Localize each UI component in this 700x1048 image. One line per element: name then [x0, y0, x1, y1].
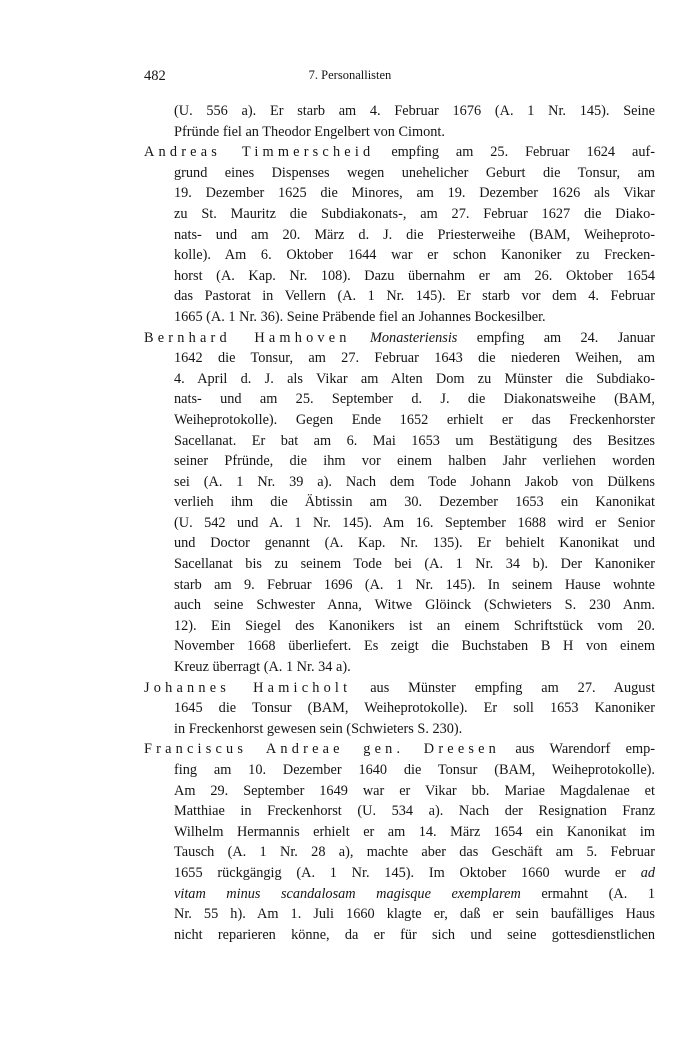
- text-line: zu St. Mauritz die Subdiakonats-, am 27. Februar 1627 die Diako-: [174, 205, 655, 222]
- text-line: grund eines Dispenses wegen unehelicher Geburt die Tonsur, am: [174, 164, 655, 181]
- person-name: Johannes Hamicholt: [144, 679, 352, 696]
- entry-continuation: [144, 101, 655, 142]
- text-line: Sacellanat bis zu seinem Tode bei (A. 1 Nr. 34 b). Der Kanoniker: [174, 556, 655, 573]
- text-line: Weiheprotokolle). Gegen Ende 1652 erhielt er das Freckenhorster: [174, 411, 655, 428]
- text-line: Matthiae in Freckenhorst (U. 534 a). Nach der Resignation Franz: [174, 803, 655, 820]
- text-line: fing am 10. Dezember 1640 die Tonsur (BAM, Weiheprotokolle).: [174, 762, 655, 778]
- text-line: Nr. 55 h). Am 1. Juli 1660 klagte er, daß er sein baufälliges Haus: [174, 906, 655, 923]
- italic-term: ad: [640, 864, 655, 881]
- entry-timmerscheid: [144, 142, 655, 327]
- text-run: ermahnt (A. 1: [541, 885, 655, 902]
- entry-hamhoven: [144, 328, 655, 678]
- text-run: aus Münster empfing am 27. August: [370, 679, 655, 696]
- text-line: auch seine Schwester Anna, Witwe Glöinck (Schwieters S. 230 Anm.: [174, 597, 655, 614]
- text-line: 1642 die Tonsur, am 27. Februar 1643 die niederen Weihen, am: [174, 350, 655, 367]
- italic-term: Monasteriensis: [370, 329, 458, 346]
- text-run: empfing am 25. Februar 1624 auf-: [391, 144, 656, 161]
- text-line: nats- und am 25. September d. J. die Diakonatsweihe (BAM,: [174, 391, 655, 408]
- person-name: Andreas Timmerscheid: [144, 144, 375, 161]
- text-run: aus Warendorf emp-: [515, 741, 656, 758]
- entry-first-line: [144, 328, 655, 349]
- running-head: 7. Personallisten: [308, 68, 392, 82]
- text-line: in Freckenhorst gewesen sein (Schwieters S. 230).: [174, 720, 463, 737]
- text-line: und Doctor genannt (A. Kap. Nr. 135). Er behielt Kanonikat und: [174, 535, 655, 552]
- text-line: Sacellanat. Er bat am 6. Mai 1653 um Bestätigung des Besitzes: [174, 432, 655, 449]
- text-line: 12). Ein Siegel des Kanonikers ist an einem Schriftstück vom 20.: [174, 617, 655, 634]
- text-line: kolle). Am 6. Oktober 1644 war er schon Kanoniker zu Frecken-: [174, 247, 655, 264]
- entry-first-line: [144, 678, 655, 699]
- italic-phrase: vitam minus scandalosam magisque exemplarem: [174, 885, 521, 902]
- entry-first-line: [144, 739, 655, 760]
- entry-hamicholt: [144, 678, 655, 740]
- text-line: (U. 556 a). Er starb am 4. Februar 1676 (A. 1 Nr. 145). Seine: [174, 103, 655, 119]
- text-run: 1655 rückgängig (A. 1 Nr. 145). Im Oktober 1660 wurde er: [174, 864, 626, 881]
- entry-first-line: [144, 142, 655, 163]
- text-line: [174, 884, 655, 905]
- text-line: 4. April d. J. als Vikar am Alten Dom zu Münster die Subdiako-: [174, 370, 655, 387]
- person-name: Franciscus Andreae gen. Dreesen: [144, 741, 501, 758]
- text-line: 1645 die Tonsur (BAM, Weiheprotokolle). Er soll 1653 Kanoniker: [174, 700, 655, 717]
- text-line: 1665 (A. 1 Nr. 36). Seine Präbende fiel an Johannes Bockesilber.: [174, 308, 546, 325]
- text-line: sei (A. 1 Nr. 39 a). Nach dem Tode Johann Jakob von Dülkens: [174, 473, 655, 490]
- text-line: November 1668 überliefert. Es zeigt die Buchstaben B H von einem: [174, 638, 655, 655]
- page-body: [144, 101, 655, 945]
- text-line: Kreuz überragt (A. 1 Nr. 34 a).: [174, 659, 351, 676]
- text-line: horst (A. Kap. Nr. 108). Dazu übernahm er am 26. Oktober 1654: [174, 267, 655, 284]
- text-line: das Pastorat in Vellern (A. 1 Nr. 145). Er starb vor dem 4. Februar: [174, 288, 655, 305]
- text-line: starb am 9. Februar 1696 (A. 1 Nr. 145). In seinem Hause wohnte: [174, 576, 655, 593]
- text-line: [174, 863, 655, 884]
- text-line: nicht reparieren könne, da er für sich und seine gottesdienstlichen: [174, 926, 655, 943]
- text-line: nats- und am 20. März d. J. die Priesterweihe (BAM, Weiheproto-: [174, 226, 655, 243]
- person-name: Bernhard Hamhoven: [144, 329, 351, 346]
- page-number: 482: [144, 68, 166, 84]
- text-line: verlieh ihm die Äbtissin am 30. Dezember 1653 ein Kanonikat: [174, 494, 655, 511]
- entry-dreesen: [144, 739, 655, 945]
- text-line: Pfründe fiel an Theodor Engelbert von Cimont.: [174, 123, 445, 140]
- text-line: seiner Pfründe, die ihm vor einem halben Jahr verliehen worden: [174, 453, 655, 470]
- text-line: Tausch (A. 1 Nr. 28 a), machte aber das Geschäft am 5. Februar: [174, 844, 655, 861]
- text-line: Am 29. September 1649 war er Vikar bb. Mariae Magdalenae et: [174, 782, 655, 799]
- text-run: empfing am 24. Januar: [476, 329, 656, 346]
- text-line: 19. Dezember 1625 die Minores, am 19. Dezember 1626 als Vikar: [174, 185, 655, 202]
- text-line: Wilhelm Hermannis erhielt er am 14. März 1654 ein Kanonikat im: [174, 823, 655, 840]
- text-line: (U. 542 und A. 1 Nr. 145). Am 16. September 1688 wird er Senior: [174, 514, 655, 531]
